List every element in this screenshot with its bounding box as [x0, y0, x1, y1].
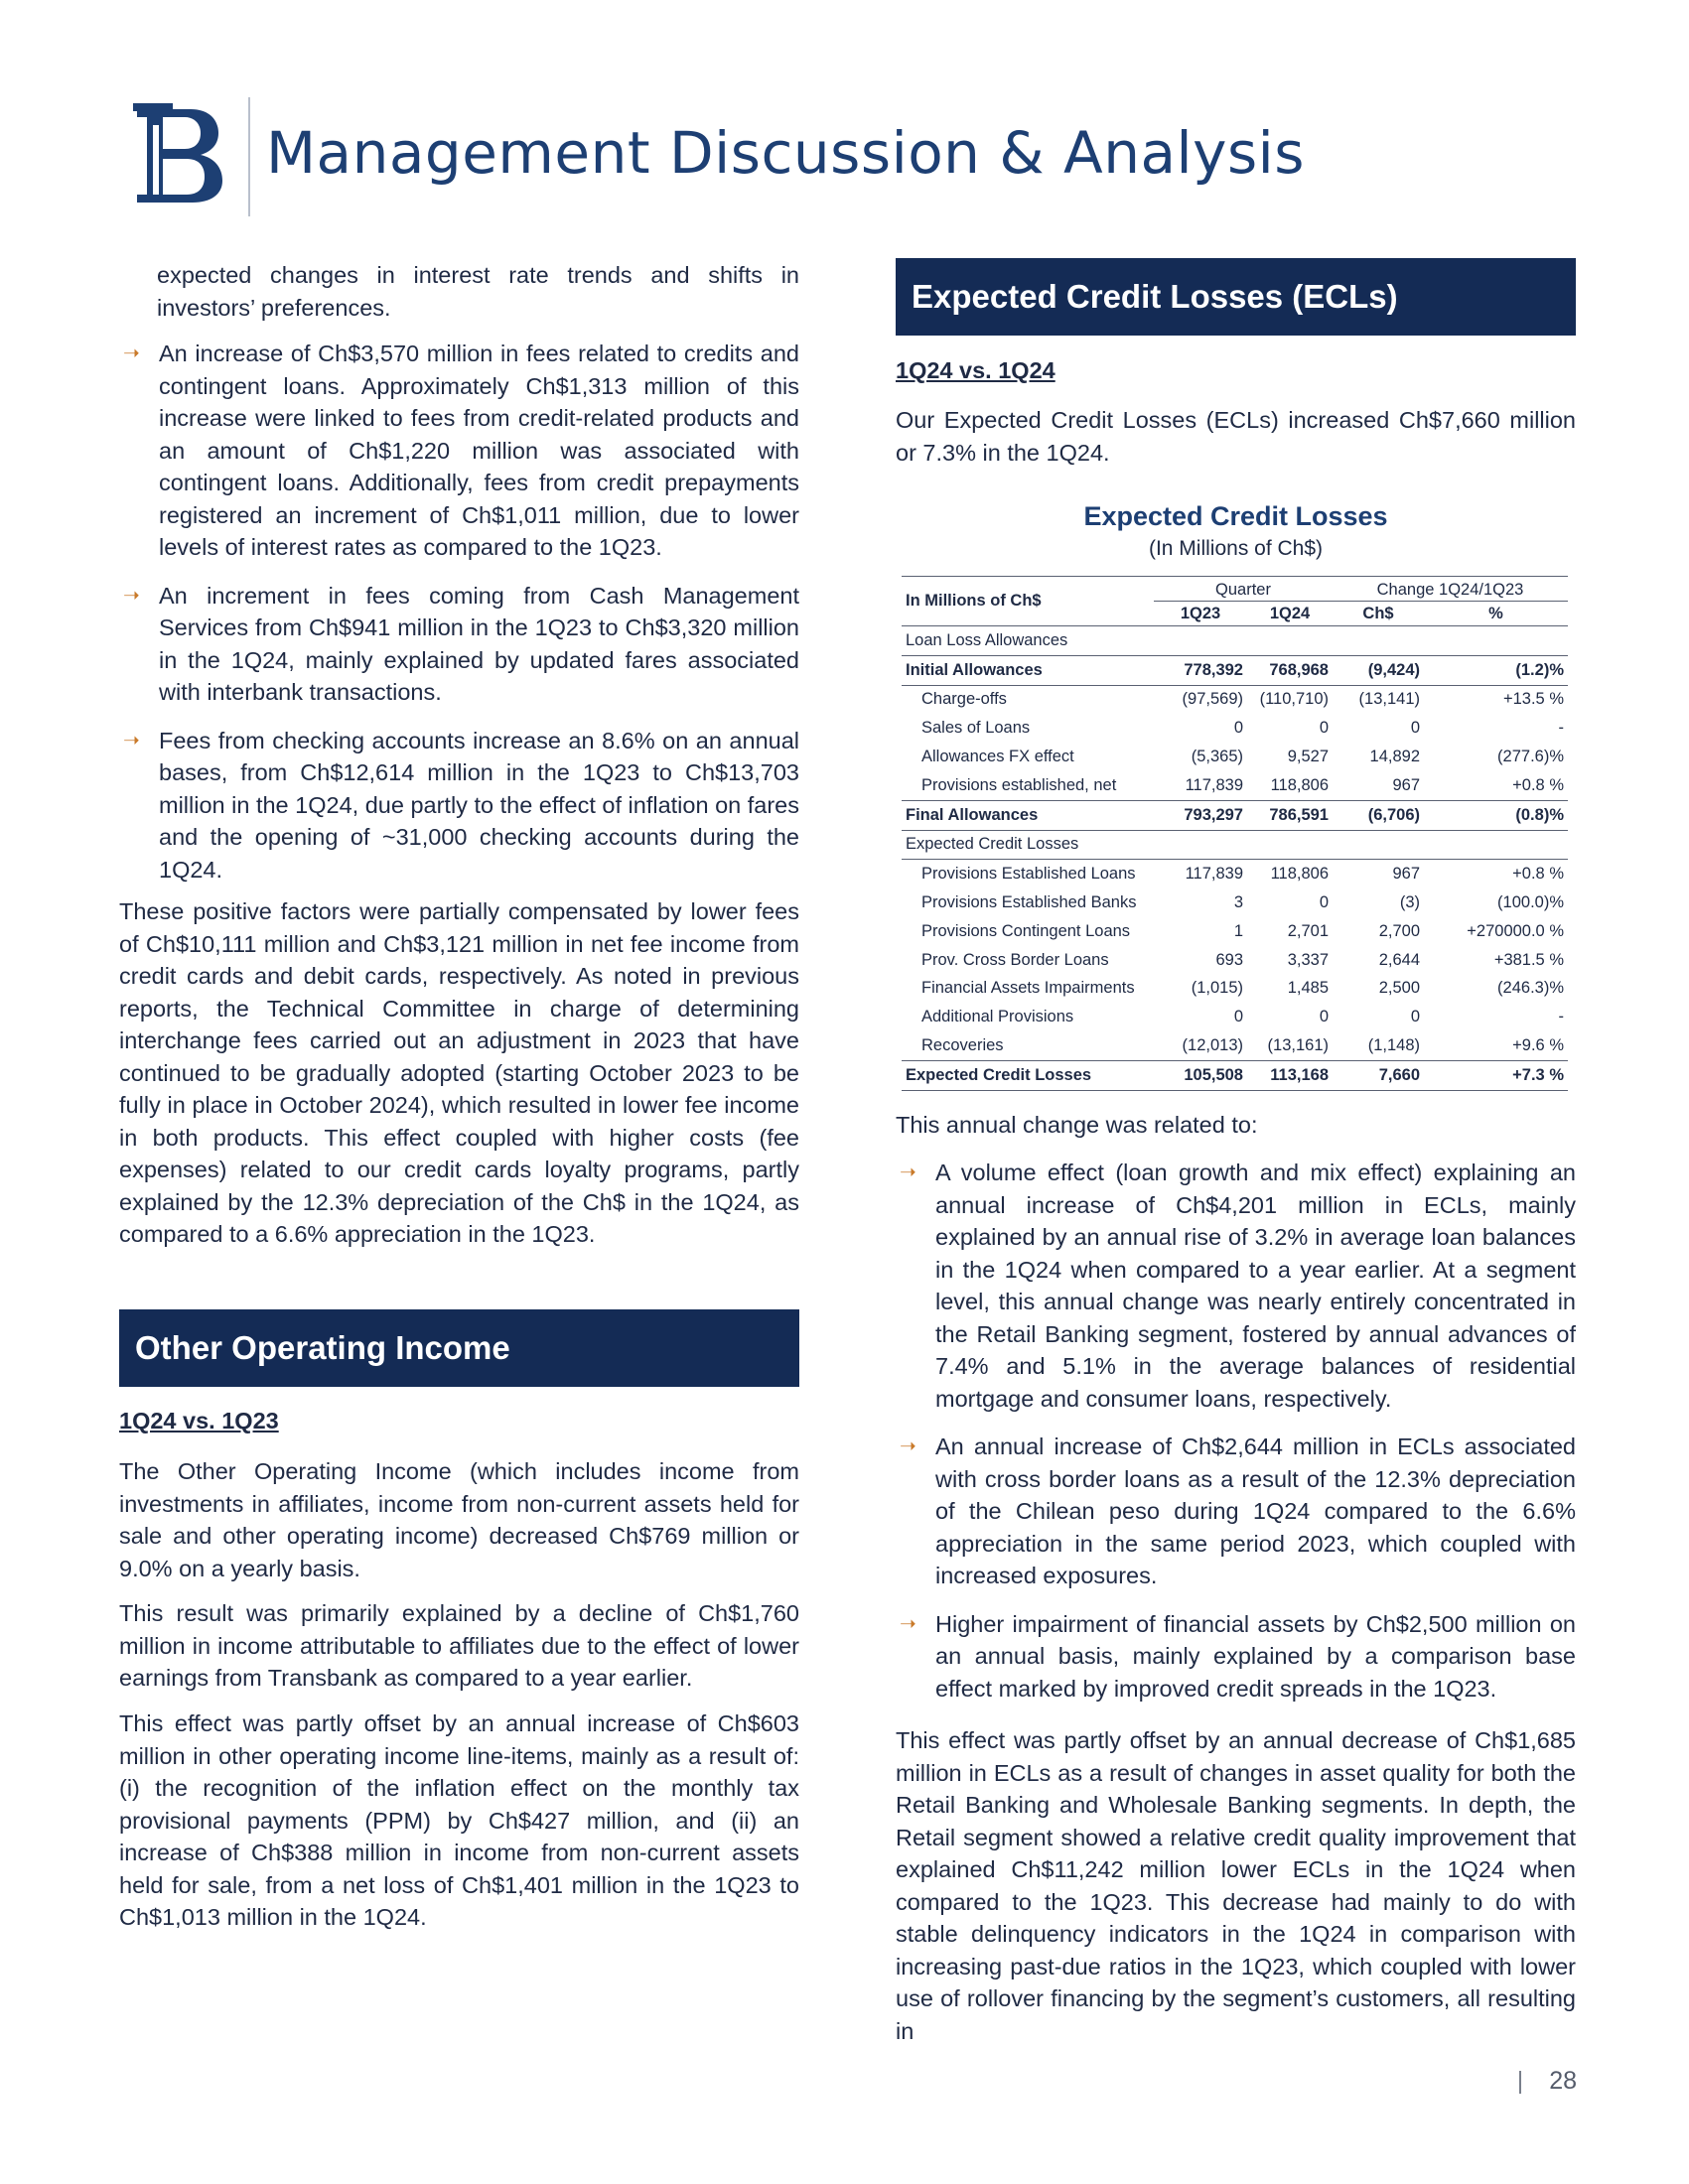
page-number-value: 28 [1549, 2067, 1577, 2095]
col-header-1q24: 1Q24 [1269, 604, 1311, 622]
arrow-right-icon: ➝ [900, 1435, 916, 1457]
table-row: Allowances FX effect (5,365) 9,527 14,892 (277.6)% [921, 748, 1564, 766]
table-row: Provisions Established Loans 117,839 118,806 967 +0.8 % [902, 860, 1568, 888]
table-row: Prov. Cross Border Loans 693 3,337 2,644 +381.5 % [921, 950, 1564, 969]
table-row: Sales of Loans 0 0 0 - [921, 719, 1564, 738]
list-item: ➝ An increment in fees coming from Cash Management Services from Ch$941 million in the 1Q23 to Ch$3,320 million in the 1Q24, mainly explained by updated fares associated with interbank transactions. [119, 580, 799, 709]
table-header-label: In Millions of Ch$ [902, 577, 1154, 626]
fee-bullet-list [119, 338, 799, 886]
ecl-bullet-list [896, 1157, 1576, 1705]
table-row: Additional Provisions 0 0 0 - [921, 1008, 1564, 1026]
group-header-change: Change 1Q24/1Q23 [1333, 577, 1568, 602]
after-table-lead: This annual change was related to: [896, 1112, 1258, 1138]
header-divider [248, 97, 250, 216]
table-subtitle: (In Millions of Ch$) [1148, 537, 1324, 560]
table-row: Provisions Contingent Loans 1 2,701 2,700 +270000.0 % [921, 921, 1564, 940]
table-row: Financial Assets Impairments (1,015) 1,485 2,500 (246.3)% [921, 979, 1564, 998]
table-row: Provisions established, net 117,839 118,806 967 +0.8 % [921, 775, 1564, 794]
col-header-chd: Ch$ [1362, 604, 1394, 622]
section-title-expected-credit-losses: Expected Credit Losses (ECLs) [896, 258, 1576, 336]
footer-separator: | [1516, 2067, 1524, 2095]
table-section-row: Expected Credit Losses [906, 835, 1079, 854]
arrow-right-icon: ➝ [123, 342, 140, 364]
arrow-right-icon: ➝ [123, 729, 140, 751]
table-row: Final Allowances 793,297 786,591 (6,706) (0.8)% [902, 800, 1568, 830]
other-income-paragraph-1: The Other Operating Income (which includes income from investments in affiliates, income from non-current assets held for sale and other operating income) decreased Ch$769 million or 9.0% on a yearly basis. [119, 1458, 799, 1581]
arrow-right-icon: ➝ [900, 1612, 916, 1635]
table-row: Recoveries (12,013) (13,161) (1,148) +9.6 % [921, 1036, 1564, 1055]
intro-continuation: expected changes in interest rate trends and shifts in investors’ preferences. [157, 262, 799, 321]
sub-heading-left: 1Q24 vs. 1Q23 [119, 1408, 279, 1433]
table-title: Expected Credit Losses [1083, 501, 1388, 531]
page-title: Management Discussion & Analysis [266, 119, 1306, 187]
bank-monogram-logo-icon [133, 103, 224, 205]
list-item: ➝ Fees from checking accounts increase an 8.6% on an annual bases, from Ch$12,614 million in the 1Q23 to Ch$13,703 million in the 1Q24, due partly to the effect of inflation on fares and the opening of ~31,000 checking accounts during the 1Q24. [119, 725, 799, 887]
col-header-pct: % [1488, 604, 1503, 622]
arrow-right-icon: ➝ [900, 1161, 916, 1183]
other-income-paragraph-2: This result was primarily explained by a decline of Ch$1,760 million in income attributable to affiliates due to the effect of lower earnings from Transbank as compared to a year earlier. [119, 1600, 799, 1691]
section-title-other-operating-income: Other Operating Income [119, 1309, 799, 1387]
list-item: ➝ An increase of Ch$3,570 million in fees related to credits and contingent loans. Approximately Ch$1,313 million of this increase were linked to fees from credit-related products and an amount of Ch$1,220 million was associated with contingent loans. Additionally, fees from credit prepayments registered an increment of Ch$1,011 million, due to lower levels of interest rates as compared to the 1Q23. [119, 338, 799, 564]
ecl-closing-paragraph: This effect was partly offset by an annual decrease of Ch$1,685 million in ECLs as a result of changes in asset quality for both the Retail Banking and Wholesale Banking segments. In depth, the Retail segment showed a relative credit quality improvement that explained Ch$11,242 million lower ECLs in the 1Q24 when compared to the 1Q23. This decrease had mainly to do with stable delinquency indicators in the 1Q24 in comparison with increasing past-due ratios in the 1Q23, which coupled with lower use of rollover financing by the segment’s customers, all resulting in [896, 1727, 1576, 2044]
table-row: Charge-offs (97,569) (110,710) (13,141) +13.5 % [921, 690, 1564, 709]
table-row: Expected Credit Losses 105,508 113,168 7,660 +7.3 % [902, 1060, 1568, 1090]
table-row: Provisions Established Banks 3 0 (3) (100.0)% [921, 893, 1564, 912]
group-header-quarter: Quarter [1154, 577, 1333, 602]
table-section-row: Loan Loss Allowances [902, 626, 1568, 656]
arrow-right-icon: ➝ [123, 584, 140, 607]
list-item: ➝ A volume effect (loan growth and mix effect) explaining an annual increase of Ch$4,201 million in ECLs, mainly explained by an annual rise of 3.2% in average loan balances in the 1Q24 when compared to a year earlier. At a segment level, this annual change was nearly entirely concentrated in the Retail Banking segment, fostered by annual advances of 7.4% and 5.1% in the average balances of residential mortgage and consumer loans, respectively. [896, 1157, 1576, 1415]
sub-heading-right: 1Q24 vs. 1Q24 [896, 357, 1056, 383]
col-header-1q23: 1Q23 [1180, 604, 1221, 622]
table-header-row-1 [902, 577, 1568, 602]
list-item: ➝ An annual increase of Ch$2,644 million in ECLs associated with cross border loans as a result of the 12.3% depreciation of the Chilean peso during 1Q24 compared to the 6.6% appreciation in the same period 2023, which coupled with increased exposures. [896, 1431, 1576, 1592]
ecl-intro-paragraph: Our Expected Credit Losses (ECLs) increased Ch$7,660 million or 7.3% in the 1Q24. [896, 407, 1576, 466]
page-number [1517, 2067, 1577, 2096]
ecl-table [902, 576, 1568, 1091]
other-income-paragraph-3: This effect was partly offset by an annual increase of Ch$603 million in other operating income line-items, mainly as a result of: (i) the recognition of the inflation effect on the monthly tax provisional payments (PPM) by Ch$427 million, and (ii) an increase of Ch$388 million in income from non-current assets held for sale, from a net loss of Ch$1,401 million in the 1Q23 to Ch$1,013 million in the 1Q24. [119, 1710, 799, 1930]
list-item: ➝ Higher impairment of financial assets by Ch$2,500 million on an annual basis, mainly explained by a comparison base effect marked by improved credit spreads in the 1Q23. [896, 1608, 1576, 1706]
fee-compensation-paragraph: These positive factors were partially compensated by lower fees of Ch$10,111 million and Ch$3,121 million in net fee income from credit cards and debit cards, respectively. As noted in previous reports, the Technical Committee in charge of determining interchange fees carried out an adjustment in 2023 that have continued to be gradually adopted (starting October 2023 to be fully in place in October 2024), which resulted in lower fee income in both products. This effect coupled with higher costs (fee expenses) related to our credit cards loyalty programs, partly explained by the 12.3% depreciation of the Ch$ in the 1Q24, as compared to a 6.6% appreciation in the 1Q23. [119, 898, 799, 1247]
table-row: Initial Allowances 778,392 768,968 (9,424) (1.2)% [902, 655, 1568, 685]
